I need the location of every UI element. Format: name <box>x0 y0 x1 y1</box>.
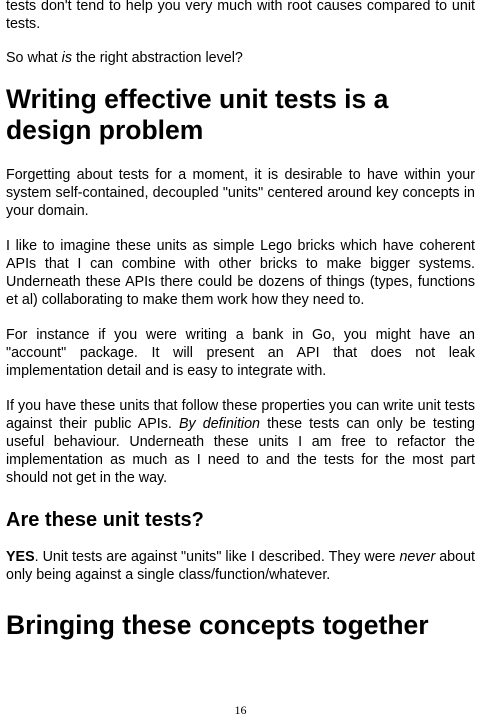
emphasis-text: never <box>399 549 436 565</box>
paragraph-text: If you have these units that follow these properties you can write unit tests against their public APIs. <box>6 398 475 432</box>
paragraph-text: tests don't tend to help you very much with root causes compared to unit tests. <box>6 0 475 32</box>
paragraph-text: these tests can only be testing useful behaviour. Underneath these units I am free to refactor the implementation as much as I need to and the tests for the most part should not get in the way. <box>6 416 475 486</box>
heading-design-problem: Writing effective unit tests is a design problem <box>6 84 389 145</box>
paragraph-units <box>6 166 475 220</box>
paragraph-text: I like to imagine these units as simple Lego bricks which have coherent APIs that I can combine with other bricks to make bigger systems. Underneath these APIs there could be dozens of things (types, functions et al) collaborating to make them work how they need to. <box>6 238 475 308</box>
emphasis-text: By definition <box>179 416 260 432</box>
paragraph-yes-answer <box>6 548 475 584</box>
paragraph-bank-example <box>6 326 475 380</box>
document-page <box>6 0 475 641</box>
paragraph-text: For instance if you were writing a bank in Go, you might have an "account" package. It will present an API that does not leak implementation detail and is easy to integrate with. <box>6 327 475 379</box>
paragraph-lego <box>6 237 475 309</box>
emphasis-text: is <box>61 50 72 66</box>
paragraph-text: about only being against a single class/function/whatever. <box>6 549 475 583</box>
paragraph-continuation <box>6 0 475 33</box>
paragraph-public-apis <box>6 397 475 487</box>
paragraph-abstraction-question <box>6 49 475 67</box>
heading-bringing-concepts-together: Bringing these concepts together <box>6 610 429 640</box>
strong-text: YES <box>6 549 35 565</box>
heading-are-these-unit-tests: Are these unit tests? <box>6 509 204 531</box>
paragraph-text: So what <box>6 50 62 66</box>
paragraph-text: the right abstraction level? <box>71 50 243 66</box>
page-number: 16 <box>234 703 247 717</box>
paragraph-text: Forgetting about tests for a moment, it is desirable to have within your system self-contained, decoupled "units" centered around key concepts in your domain. <box>6 167 475 219</box>
paragraph-text: . Unit tests are against "units" like I described. They were <box>34 549 400 565</box>
